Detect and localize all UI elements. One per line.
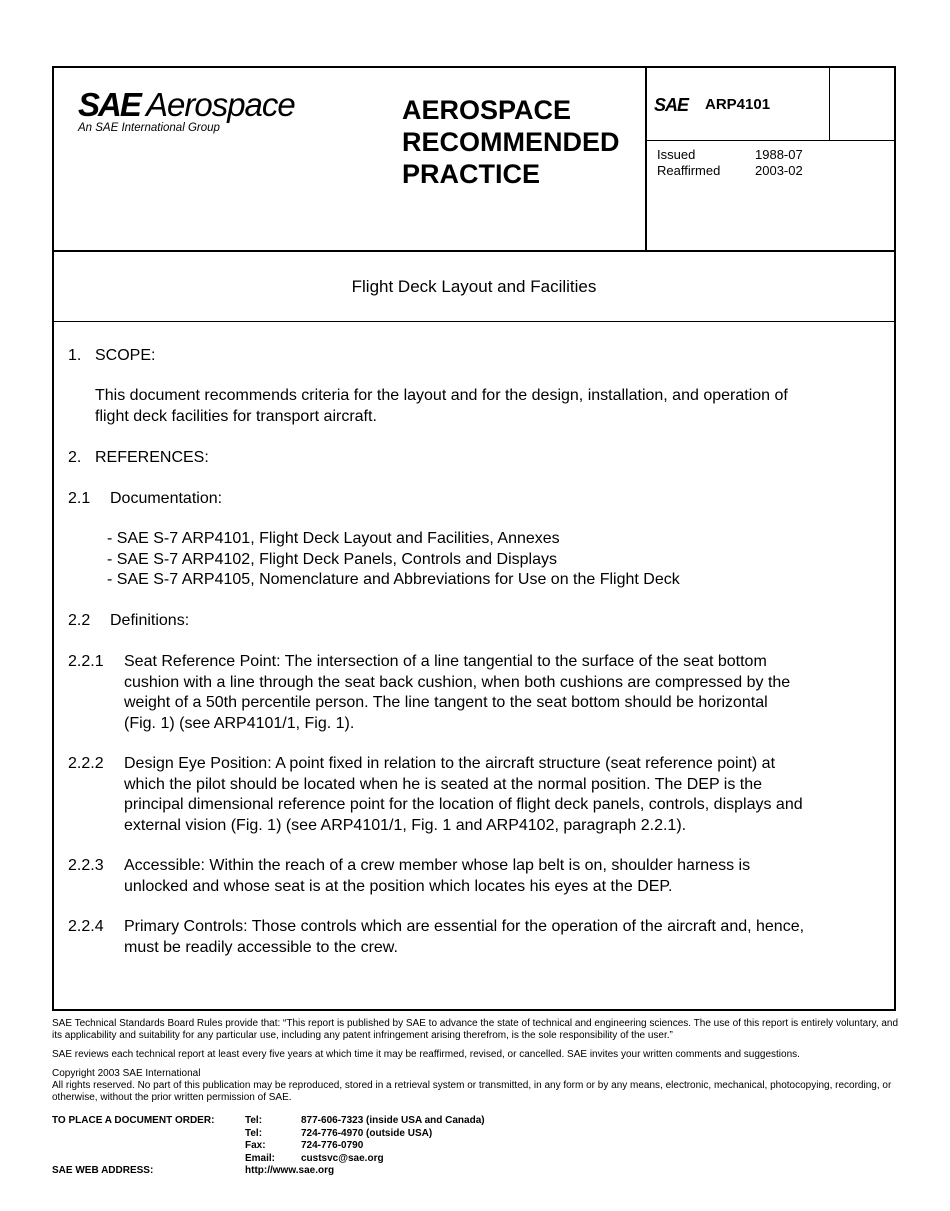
definition-number: 2.2.4 bbox=[68, 918, 104, 935]
definition-line: Primary Controls: Those controls which are essential for the operation of the aircraft and, hence, bbox=[124, 918, 805, 935]
definition-number: 2.2.1 bbox=[68, 653, 104, 670]
contact-label: Tel: bbox=[245, 1115, 263, 1126]
order-label: TO PLACE A DOCUMENT ORDER: bbox=[52, 1115, 215, 1126]
definition-number: 2.2.3 bbox=[68, 857, 104, 874]
definition-line: external vision (Fig. 1) (see ARP4101/1, Fig. 1 and ARP4102, paragraph 2.2.1). bbox=[124, 816, 687, 834]
definition-text bbox=[124, 917, 804, 958]
definition-line: weight of a 50th percentile person. The line tangent to the seat bottom should be horizontal bbox=[124, 694, 768, 711]
contact-label: Email: bbox=[245, 1152, 276, 1164]
footer-notices bbox=[52, 1018, 902, 1111]
section-number: 1. bbox=[68, 347, 82, 364]
issued-value: 1988-07 bbox=[755, 147, 803, 162]
number-box-bottom bbox=[646, 140, 894, 141]
logo-sae-text: SAE bbox=[78, 86, 140, 123]
contact-value: 724-776-4970 (outside USA) bbox=[301, 1127, 433, 1139]
issue-dates bbox=[657, 147, 803, 179]
web-address-link[interactable]: http://www.sae.org bbox=[245, 1165, 335, 1176]
doctype-line-3: PRACTICE bbox=[402, 159, 541, 189]
definition-line: must be readily accessible to the crew. bbox=[124, 938, 398, 956]
document-title: Flight Deck Layout and Facilities bbox=[351, 277, 597, 296]
definition-line: cushion with a line through the seat back cushion, when both cushions are compressed by the bbox=[124, 673, 791, 691]
definition-line: (Fig. 1) (see ARP4101/1, Fig. 1). bbox=[124, 714, 355, 732]
section-number: 2. bbox=[68, 449, 82, 466]
definition-line: Seat Reference Point: The intersection of a line tangential to the surface of the seat bottom bbox=[124, 653, 767, 670]
web-label: SAE WEB ADDRESS: bbox=[52, 1165, 154, 1176]
section-heading: Documentation: bbox=[110, 490, 223, 507]
definition-number: 2.2.2 bbox=[68, 755, 104, 772]
definition-line: which the pilot should be located when he is seated at the normal position. The DEP is the bbox=[124, 775, 763, 793]
list-item: - SAE S-7 ARP4101, Flight Deck Layout and Facilities, Annexes bbox=[107, 530, 560, 547]
definition-text bbox=[124, 754, 803, 836]
issued-label: Issued bbox=[657, 147, 696, 162]
reaffirmed-value: 2003-02 bbox=[755, 163, 803, 178]
title-divider bbox=[54, 321, 894, 322]
logo-subtitle: An SAE International Group bbox=[78, 122, 220, 134]
sae-aerospace-logo bbox=[78, 86, 328, 138]
contact-value: 724-776-0790 bbox=[301, 1140, 364, 1151]
section-heading: REFERENCES: bbox=[95, 449, 209, 466]
scope-line-1: This document recommends criteria for the layout and for the design, installation, and operation of bbox=[95, 387, 788, 404]
email-link[interactable]: custsvc@sae.org bbox=[301, 1152, 384, 1164]
doctype-line-2: RECOMMENDED bbox=[402, 127, 620, 157]
contact-value: 877-606-7323 (inside USA and Canada) bbox=[301, 1115, 485, 1126]
sae-small-logo: SAE bbox=[654, 95, 689, 115]
footer-rights: All rights reserved. No part of this publication may be reproduced, stored in a retrieval system or transmitted, in any form or by any means, electronic, mechanical, photocopying, recording, or otherwise, without the prior written permission of SAE. bbox=[52, 1080, 892, 1103]
document-type bbox=[402, 94, 620, 190]
definition-text bbox=[124, 652, 790, 734]
section-heading: Definitions: bbox=[110, 612, 190, 629]
definition-line: Accessible: Within the reach of a crew member whose lap belt is on, shoulder harness is bbox=[124, 857, 751, 874]
footer-review: SAE reviews each technical report at least every five years at which time it may be reaffirmed, revised, or cancelled. SAE invites your written comments and suggestions. bbox=[52, 1049, 800, 1060]
number-box-divider bbox=[829, 68, 830, 140]
documentation-list bbox=[107, 529, 680, 591]
definition-line: unlocked and whose seat is at the position which locates his eyes at the DEP. bbox=[124, 877, 673, 895]
footer-rules: SAE Technical Standards Board Rules provide that: “This report is published by SAE to advance the state of technical and engineering sciences. The use of this report is entirely voluntary, and its applicability and suitability for any particular use, including any patent infringement arising therefrom, is the sole responsibility of the user.” bbox=[52, 1018, 899, 1041]
logo-aerospace-text: Aerospace bbox=[146, 86, 295, 123]
header-vertical-divider bbox=[645, 68, 647, 252]
section-heading: SCOPE: bbox=[95, 347, 156, 364]
definition-line: Design Eye Position: A point fixed in relation to the aircraft structure (seat reference point) at bbox=[124, 755, 776, 772]
footer-copyright: Copyright 2003 SAE International bbox=[52, 1068, 201, 1079]
doctype-line-1: AEROSPACE bbox=[402, 95, 572, 125]
list-item: - SAE S-7 ARP4105, Nomenclature and Abbreviations for Use on the Flight Deck bbox=[107, 571, 680, 588]
header-divider bbox=[54, 250, 894, 252]
contact-label: Fax: bbox=[245, 1140, 266, 1151]
document-number: ARP4101 bbox=[705, 96, 771, 113]
reaffirmed-label: Reaffirmed bbox=[657, 163, 721, 178]
definition-line: principal dimensional reference point for the location of flight deck panels, controls, displays and bbox=[124, 796, 803, 813]
scope-line-2: flight deck facilities for transport aircraft. bbox=[95, 407, 377, 425]
list-item: - SAE S-7 ARP4102, Flight Deck Panels, Controls and Displays bbox=[107, 550, 557, 568]
section-number: 2.2 bbox=[68, 612, 91, 629]
contact-label: Tel: bbox=[245, 1127, 263, 1139]
scope-text bbox=[95, 386, 788, 427]
definition-text bbox=[124, 856, 750, 897]
section-number: 2.1 bbox=[68, 490, 91, 507]
